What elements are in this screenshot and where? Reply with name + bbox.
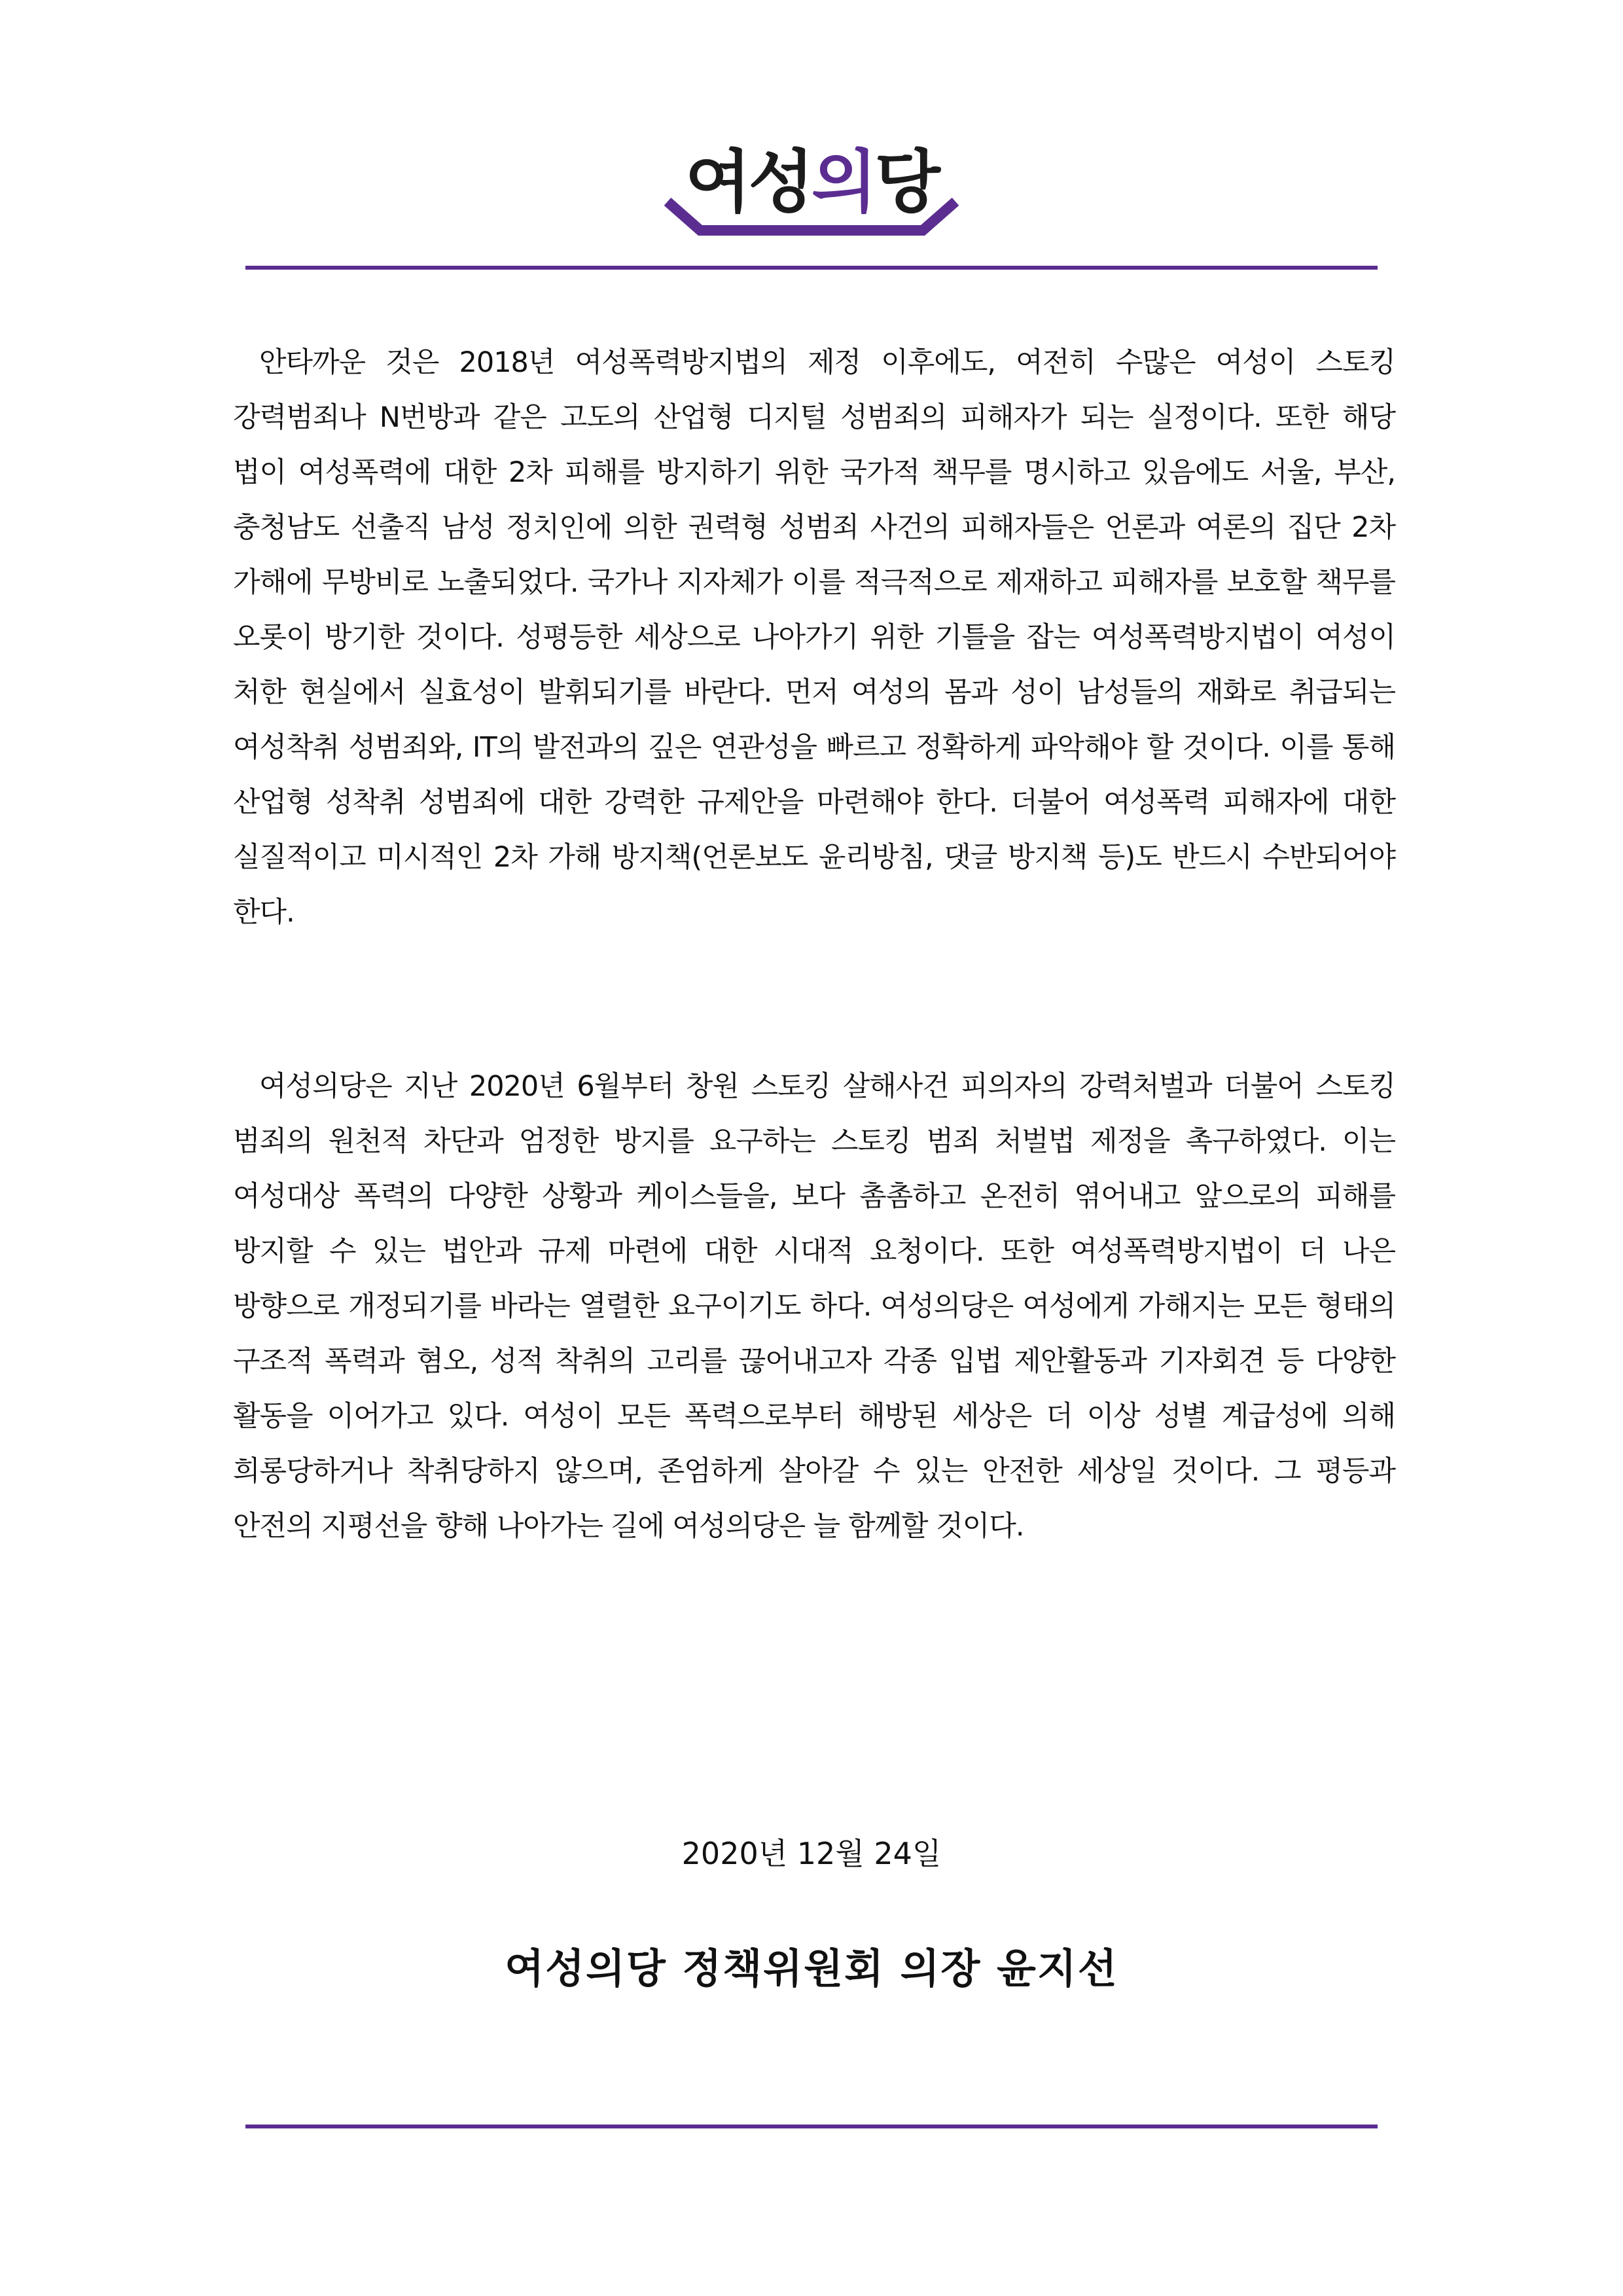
paragraph-1 xyxy=(233,335,1395,940)
paragraph-1-text: 안타까운 것은 2018년 여성폭력방지법의 제정 이후에도, 여전히 수많은 여성이 스토킹 강력범죄나 N번방과 같은 고도의 산업형 디지털 성범죄의 피해자가 되는 실정이다. 또한 해당 법이 여성폭력에 대한 2차 피해를 방지하기 위한 국가적 책무를 명시하고 있음에도 서울, 부산, 충청남도 선출직 남성 정치인에 의한 권력형 성범죄 사건의 피해자들은 언론과 여론의 집단 2차 가해에 무방비로 노출되었다. 국가나 지자체가 이를 적극적으로 제재하고 피해자를 보호할 책무를 오롯이 방기한 것이다. 성평등한 세상으로 나아가기 위한 기틀을 잡는 여성폭력방지법이 여성이 처한 현실에서 실효성이 발휘되기를 바란다. 먼저 여성의 몸과 성이 남성들의 재화로 취급되는 여성착취 성범죄와, IT의 발전과의 깊은 연관성을 빠르고 정확하게 파악해야 할 것이다. 이를 통해 산업형 성착취 성범죄에 대한 강력한 규제안을 마련해야 한다. 더불어 여성폭력 피해자에 대한 실질적이고 미시적인 2차 가해 방지책(언론보도 윤리방침, 댓글 방지책 등)도 반드시 수반되어야 한다. xyxy=(233,346,1395,929)
logo-chevron-icon xyxy=(661,195,962,241)
logo-text-part1: 여성 xyxy=(685,142,812,222)
logo-text-accent: 의 xyxy=(812,142,875,222)
footer-divider xyxy=(245,2125,1378,2128)
document-date: 2020년 12월 24일 xyxy=(681,1836,942,1871)
paragraph-2 xyxy=(233,1059,1395,1554)
signature-line: 여성의당 정책위원회 의장 윤지선 xyxy=(505,1945,1118,1992)
logo-text-part2: 당 xyxy=(874,142,938,222)
header-divider xyxy=(245,266,1378,270)
paragraph-2-text: 여성의당은 지난 2020년 6월부터 창원 스토킹 살해사건 피의자의 강력처벌과 더불어 스토킹 범죄의 원천적 차단과 엄정한 방지를 요구하는 스토킹 범죄 처벌법 제정을 촉구하였다. 이는 여성대상 폭력의 다양한 상황과 케이스들을, 보다 촘촘하고 온전히 엮어내고 앞으로의 피해를 방지할 수 있는 법안과 규제 마련에 대한 시대적 요청이다. 또한 여성폭력방지법이 더 나은 방향으로 개정되기를 바라는 열렬한 요구이기도 하다. 여성의당은 여성에게 가해지는 모든 형태의 구조적 폭력과 혐오, 성적 착취의 고리를 끊어내고자 각종 입법 제안활동과 기자회견 등 다양한 활동을 이어가고 있다. 여성이 모든 폭력으로부터 해방된 세상은 더 이상 성별 계급성에 의해 희롱당하거나 착취당하지 않으며, 존엄하게 살아갈 수 있는 안전한 세상일 것이다. 그 평등과 안전의 지평선을 향해 나아가는 길에 여성의당은 늘 함께할 것이다. xyxy=(233,1070,1395,1543)
